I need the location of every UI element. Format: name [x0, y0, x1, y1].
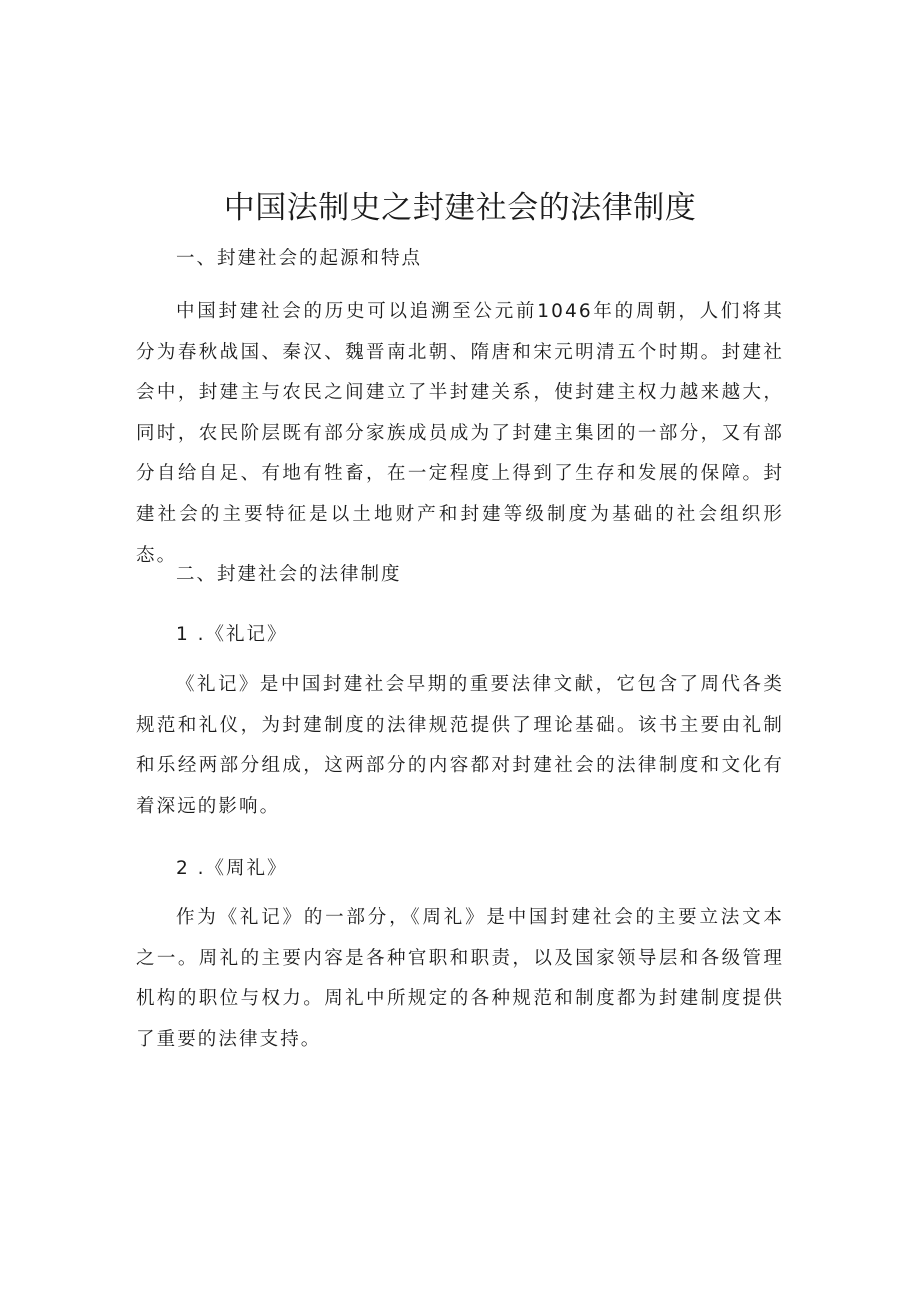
document-title: 中国法制史之封建社会的法律制度	[223, 190, 697, 226]
section-heading-legal-system: 二、封建社会的法律制度	[176, 564, 402, 585]
section-heading-origin: 一、封建社会的起源和特点	[176, 248, 423, 269]
paragraph-origin: 中国封建社会的历史可以追溯至公元前1046年的周朝，人们将其分为春秋战国、秦汉、魏晋南北朝、隋唐和宋元明清五个时期。封建社会中，封建主与农民之间建立了半封建关系，使封建主权力越来越大，同时，农民阶层既有部分家族成员成为了封建主集团的一部分，又有部分自给自足、有地有牲畜，在一定程度上得到了生存和发展的保障。封建社会的主要特征是以土地财产和封建等级制度为基础的社会组织形态。	[136, 301, 784, 566]
paragraph-liji: 《礼记》是中国封建社会早期的重要法律文献，它包含了周代各类规范和礼仪，为封建制度的法律规范提供了理论基础。该书主要由礼制和乐经两部分组成，这两部分的内容都对封建社会的法律制度和文化有着深远的影响。	[136, 674, 784, 817]
subsection-heading-zhouli: 2 .《周礼》	[176, 858, 288, 879]
subsection-heading-liji: 1 .《礼记》	[176, 624, 288, 645]
paragraph-zhouli: 作为《礼记》的一部分，《周礼》是中国封建社会的主要立法文本之一。周礼的主要内容是各种官职和职责，以及国家领导层和各级管理机构的职位与权力。周礼中所规定的各种规范和制度都为封建制度提供了重要的法律支持。	[136, 907, 784, 1050]
